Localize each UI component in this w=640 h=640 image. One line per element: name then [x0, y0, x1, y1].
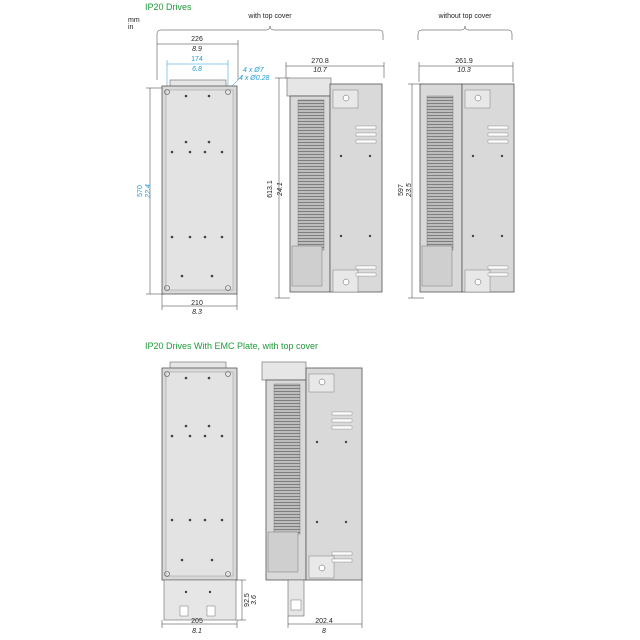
- side2-depth-in: 10.3: [457, 67, 471, 74]
- front1-bottom-width-mm: 210: [191, 300, 203, 307]
- section1-title: IP20 Drives: [145, 2, 192, 12]
- emc-width-in: 8.1: [192, 628, 202, 635]
- with-top-cover-label: with top cover: [248, 13, 292, 20]
- side-view-emc: [262, 362, 362, 635]
- side1-height-mm: 613.1: [267, 180, 274, 198]
- front1-hole-spacing-in: 6.8: [192, 66, 202, 73]
- side1-depth-in: 10.7: [313, 67, 327, 74]
- emc-plate-height-in: 3.6: [251, 595, 258, 605]
- side2-height-in: 23.5: [406, 183, 413, 197]
- emc-width-mm: 205: [191, 618, 203, 625]
- side-view-with-cover: [267, 58, 384, 298]
- side-view-without-cover: [398, 58, 514, 298]
- side2-depth-mm: 261.9: [455, 58, 473, 65]
- front1-top-width-in: 8.9: [192, 46, 202, 53]
- front1-bottom-width-in: 8.3: [192, 309, 202, 316]
- emc-plate-height-mm: 92.5: [244, 593, 251, 607]
- front1-height-in: 22.4: [145, 184, 152, 198]
- side1-height-in: 24.1: [277, 182, 284, 196]
- unit-mm: mm: [128, 17, 140, 24]
- hole-note-1: 4 x Ø7: [243, 67, 264, 74]
- without-top-cover-label: without top cover: [438, 13, 492, 20]
- front1-height-mm: 570: [137, 185, 144, 197]
- side1-depth-mm: 270.8: [311, 58, 329, 65]
- emc-side-depth-mm: 202.4: [315, 618, 333, 625]
- front-view-1: [137, 36, 269, 316]
- section2-title: IP20 Drives With EMC Plate, with top cover: [145, 341, 319, 351]
- front-view-emc: [162, 362, 258, 635]
- without-top-cover-bracket: [418, 13, 512, 40]
- hole-note-2: 4 x Ø0.28: [239, 75, 270, 82]
- unit-in: in: [128, 24, 134, 31]
- emc-side-depth-in: 8: [322, 628, 326, 635]
- front1-hole-spacing-mm: 174: [191, 56, 203, 63]
- front1-top-width-mm: 226: [191, 36, 203, 43]
- side2-height-mm: 597: [398, 184, 405, 196]
